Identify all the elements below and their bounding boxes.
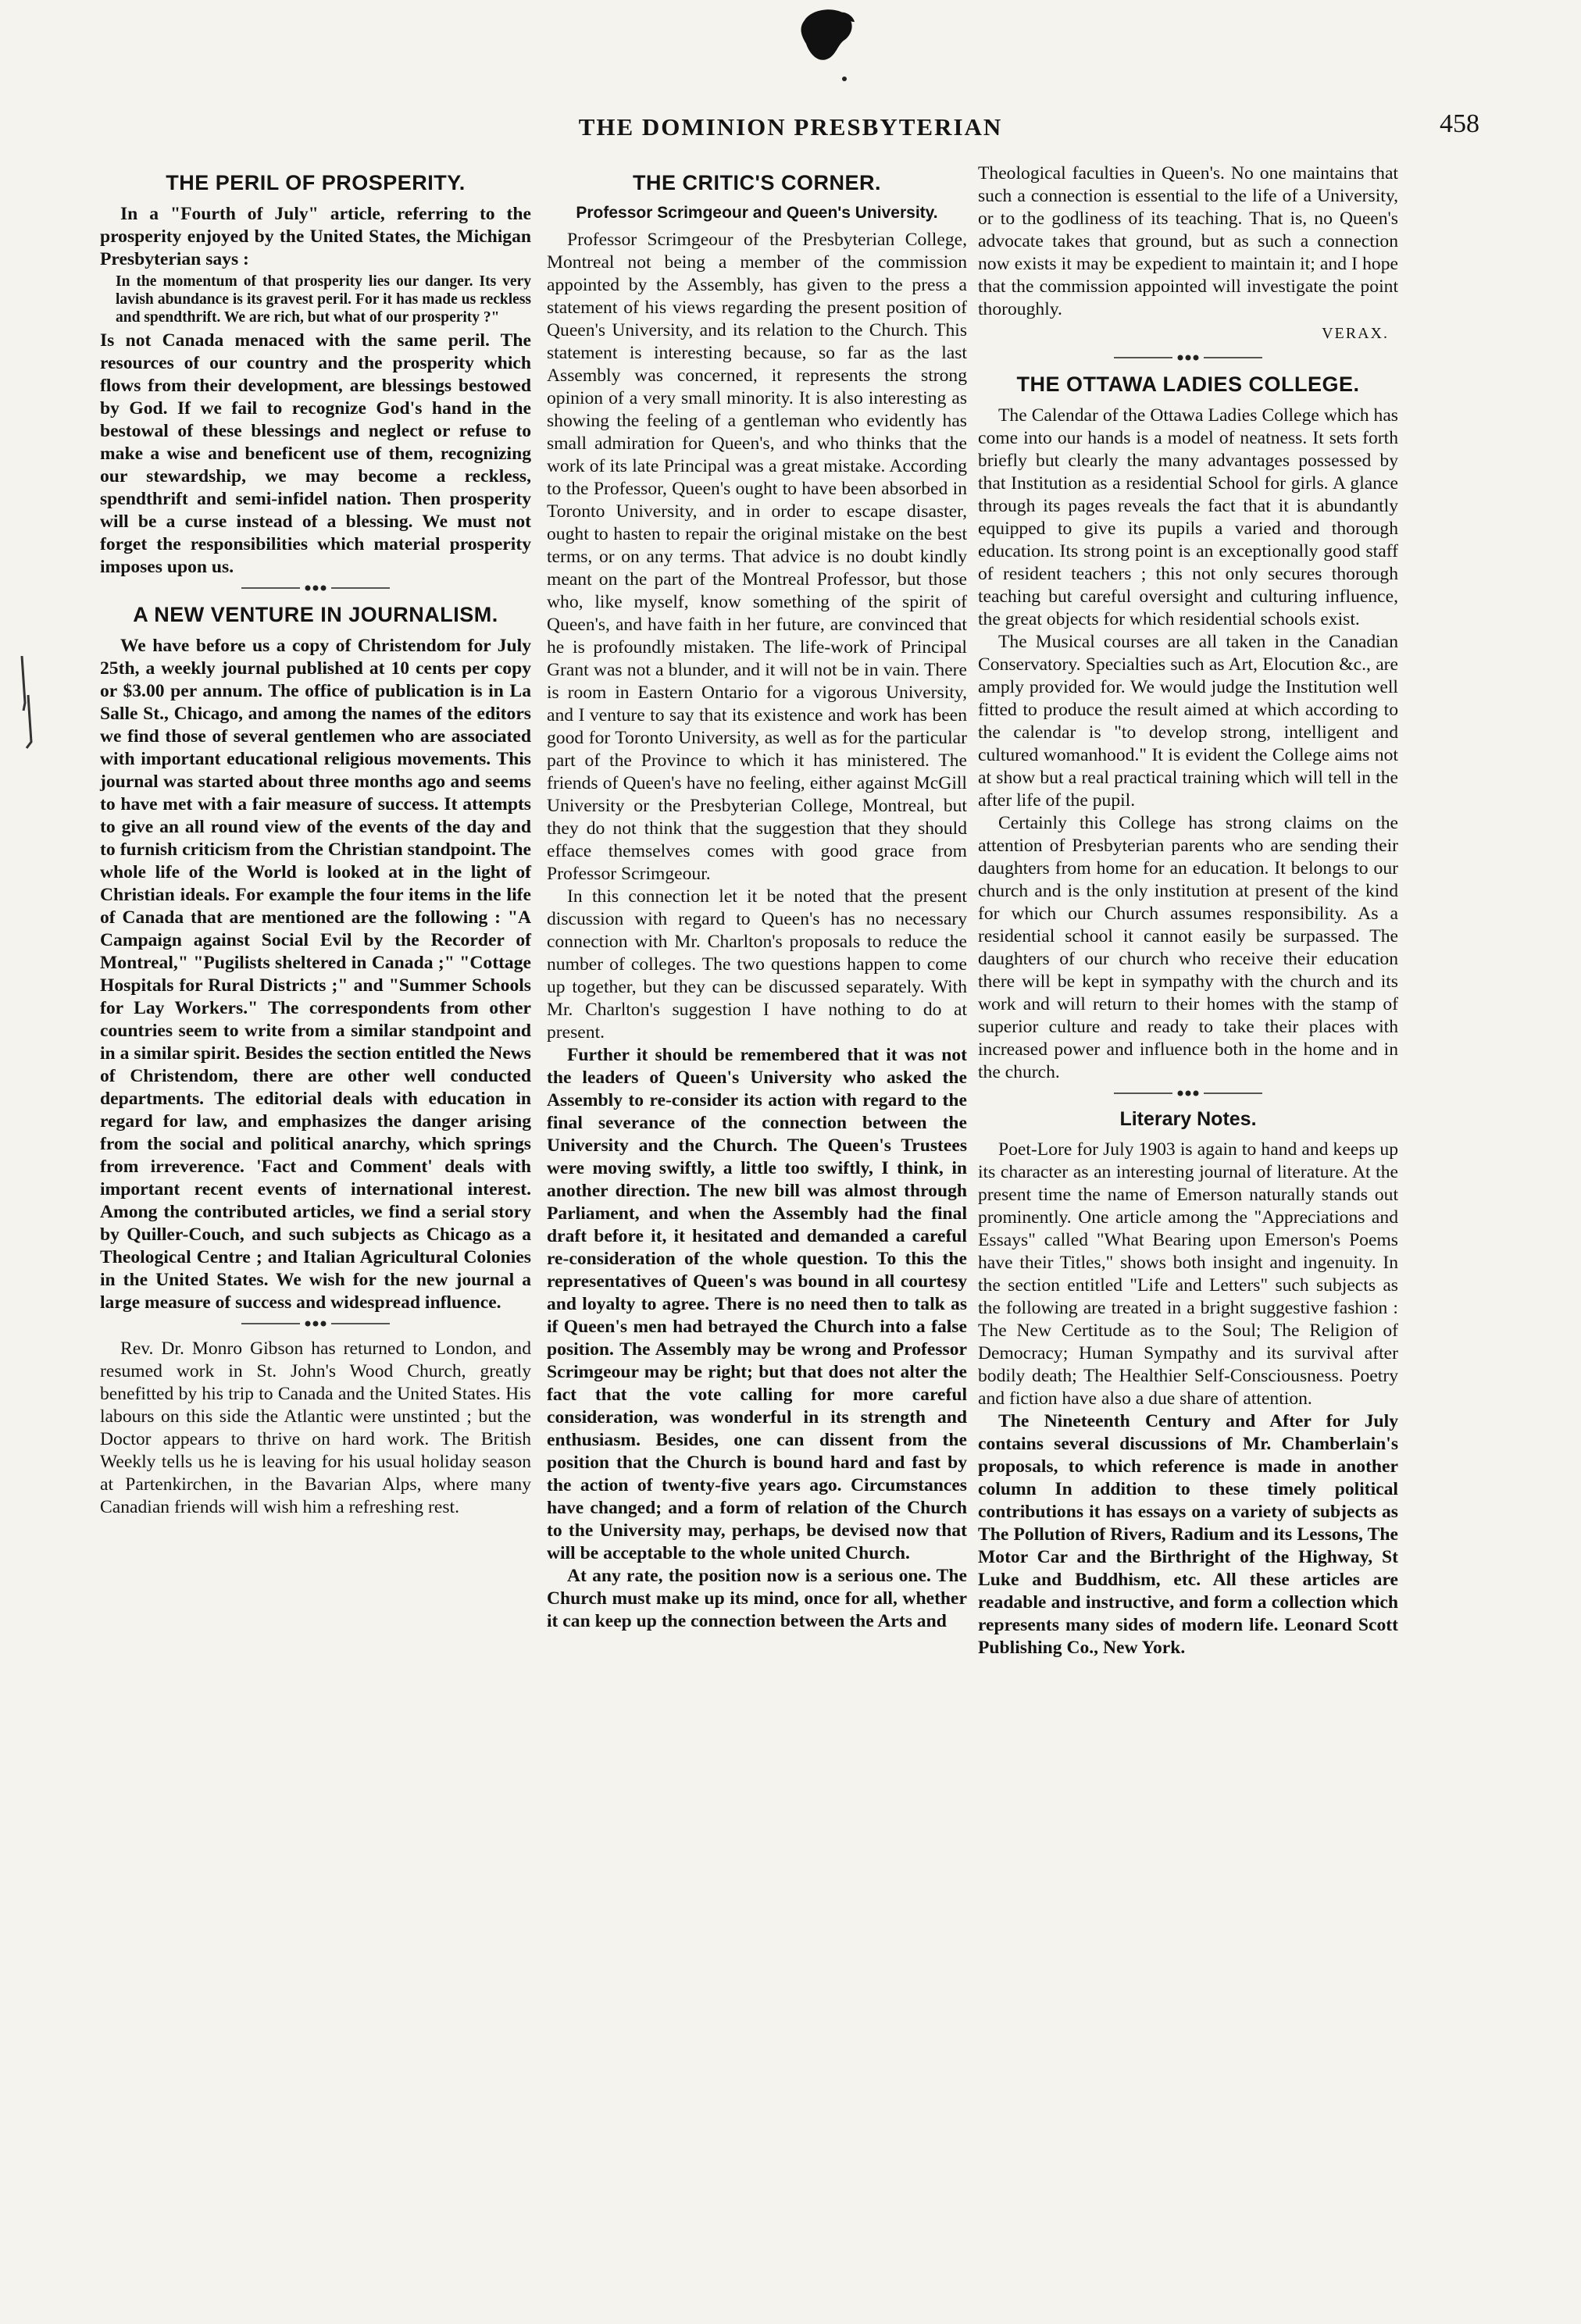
article-paragraph: The Calendar of the Ottawa Ladies College which has come into our hands is a model of neatness. It sets forth briefly but clearly the many advantages possessed by that Institution as a residential School for girls. A glance through its pages reveals the fact that it is abundantly equipped to give its pupils a varied and thorough education. Its strong point is an exceptionally good staff of resident teachers ; this not only secures thorough teaching but careful oversight and culturing influence, the great objects for which residential schools exist. xyxy=(978,405,1398,629)
ink-blot-icon xyxy=(789,5,859,66)
article-paragraph: In this connection let it be noted that the present discussion with regard to Queen's has no necessary connection with Mr. Charlton's proposals to reduce the number of colleges. The two questions happen to come up together, but they can be discussed separately. With Mr. Charlton's suggestion I have nothing to do at present. xyxy=(547,886,967,1043)
article-paragraph: Is not Canada menaced with the same peril. The resources of our country and the prosperity which flows from their development, are blessings bestowed by God. If we fail to recognize God's hand in the bestowal of these blessings and neglect or refuse to make a wise and beneficent use of them, recognizing our stewardship, we may become a reckless, spendthrift and semi-infidel nation. Then prosperity will be a curse instead of a blessing. We must not forget the responsibilities which material prosperity imposes upon us. xyxy=(100,330,531,577)
article-title: THE CRITIC'S CORNER. xyxy=(633,171,881,194)
article-paragraph: Certainly this College has strong claims on the attention of Presbyterian parents who are sending their daughters from home for an education. It belongs to our church and is the only institution at present of the kind for which our Church assumes responsibility. As a residential school it cannot easily be surpassed. The daughters of our church who receive their education there will be kept in sympathy with the church and its work and will return to their homes with the stamp of superior culture and ready to take their places with increased power and influence both in the home and in the church. xyxy=(978,813,1398,1082)
ornamental-divider xyxy=(1114,353,1262,362)
page-number: 458 xyxy=(1440,109,1479,138)
article-paragraph: Further it should be remembered that it was not the leaders of Queen's University who asked the Assembly to re-consider its action with regard to the final severance of the connection between the University and the Church. The Queen's Trustees were moving swiftly, a little too swiftly, I think, in another direction. The new bill was almost through Parliament, and when the Assembly had the final draft before it, it hesitated and demanded a careful re-consideration of the whole question. To this the representatives of Queen's was bound in all courtesy and loyalty to agree. There is no need then to talk as if Queen's men had betrayed the Church into a false position. The Assembly may be wrong and Professor Scrimgeour may be right; but that does not alter the fact that the vote calling for more careful consideration, was wonderful in its strength and enthusiasm. Besides, one can dissent from the position that the Church is bound hard and fast by the action of twenty-five years ago. Circumstances have changed; and a form of relation of the Church to the University may, perhaps, be devised now that will be acceptable to the whole united Church. xyxy=(547,1045,967,1563)
block-quote: In the momentum of that prosperity lies our danger. Its very lavish abundance is its gravest peril. For it has made us reckless and spendthrift. We are rich, but what of our prosperity ?" xyxy=(116,273,531,326)
column-left xyxy=(100,166,531,1519)
ornamental-divider xyxy=(241,1319,390,1328)
article-title: A NEW VENTURE IN JOURNALISM. xyxy=(133,603,498,626)
section-title: Literary Notes. xyxy=(1119,1108,1257,1130)
author-signature: VERAX. xyxy=(1322,325,1389,342)
ornamental-divider xyxy=(1114,1089,1262,1098)
article-paragraph: Theological faculties in Queen's. No one maintains that such a connection is essential to the life of a University, or to the godliness of its teaching. That is, no Queen's advocate takes that ground, but as such a connection now exists it may be expedient to maintain it; and I hope that the commission appointed will investigate the point thoroughly. xyxy=(978,163,1398,319)
article-paragraph: The Nineteenth Century and After for July contains several discussions of Mr. Chamberlain's proposals, to which reference is made in another column In addition to these timely political contributions it has essays on a variety of subjects as The Pollution of Rivers, Radium and its Lessons, The Motor Car and the Birthright of the Highway, St Luke and Buddhism, etc. All these articles are readable and instructive, and form a collection which represents many sides of modern life. Leonard Scott Publishing Co., New York. xyxy=(978,1411,1398,1658)
article-paragraph: Poet-Lore for July 1903 is again to hand and keeps up its character as an interesting journal of literature. At the present time the name of Emerson naturally stands out prominently. One article among the "Appreciations and Essays" called "What Bearing upon Emerson's Poems have their Titles," shows both insight and ingenuity. In the section entitled "Life and Letters" such subjects as the following are treated in a bright suggestive fashion : The New Certitude as to the Soul; The Religion of Democracy; Human Sympathy and its survival after bodily death; The Healthier Self-Consciousness. Poetry and fiction have also a due share of attention. xyxy=(978,1139,1398,1409)
article-title: THE PERIL OF PROSPERITY. xyxy=(166,171,466,194)
column-right xyxy=(978,162,1398,1659)
article-paragraph: Rev. Dr. Monro Gibson has returned to London, and resumed work in St. John's Wood Church, greatly benefitted by his trip to Canada and the United States. His labours on this side the Atlantic were unstinted ; but the Doctor appears to thrive on hard work. The British Weekly tells us he is leaving for his usual holiday season at Partenkirchen, in the Bavarian Alps, where many Canadian friends will wish him a refreshing rest. xyxy=(100,1338,531,1517)
article-subtitle: Professor Scrimgeour and Queen's University. xyxy=(576,204,938,222)
ink-speck xyxy=(842,77,847,81)
article-paragraph: In a "Fourth of July" article, referring to the prosperity enjoyed by the United States, the Michigan Presbyterian says : xyxy=(100,204,531,269)
article-title: THE OTTAWA LADIES COLLEGE. xyxy=(1016,372,1360,396)
ornamental-divider xyxy=(241,583,390,593)
running-head: THE DOMINION PRESBYTERIAN xyxy=(578,113,1003,141)
article-paragraph: The Musical courses are all taken in the Canadian Conservatory. Specialties such as Art, Elocution &c., are amply provided for. We would judge the Institution well fitted to produce the result aimed at which according to the calendar is "to develop strong, intelligent and cultured womanhood." It is evident the College aims not at show but a real practical training which will tell in the after life of the pupil. xyxy=(978,632,1398,811)
column-middle xyxy=(547,166,967,1633)
margin-pencil-mark xyxy=(17,656,41,750)
article-paragraph: Professor Scrimgeour of the Presbyterian College, Montreal not being a member of the commission appointed by the Assembly, has given to the press a statement of his views regarding the present position of Queen's University, and its relation to the Church. This statement is interesting because, so far as the last Assembly was concerned, it represents the strong opinion of a very small minority. It is also interesting as showing the feeling of a gentleman who evidently has small admiration for Queen's, and who thinks that the work of its late Principal was a great mistake. According to the Professor, Queen's ought to have been absorbed in Toronto University, and in order to escape disaster, ought to hasten to repair the original mistake on the best terms, or on any terms. That advice is no doubt kindly meant on the part of the Montreal Professor, but those who, like myself, know something of the spirit of Queen's, and have faith in her future, are convinced that he is profoundly mistaken. The life-work of Principal Grant was not a blunder, and it will not be in vain. There is room in Eastern Ontario for a vigorous University, and I venture to say that its existence and work has been good for Toronto University, as well as for the particular part of the Province to which it has ministered. The friends of Queen's have no feeling, either against McGill University or the Presbyterian College, Montreal, but they do not think that the suggestion that they should efface themselves comes with good grace from Professor Scrimgeour. xyxy=(547,230,967,884)
article-paragraph: We have before us a copy of Christendom for July 25th, a weekly journal published at 10 cents per copy or $3.00 per annum. The office of publication is in La Salle St., Chicago, and among the names of the editors we find those of several gentlemen who are associated with important educational religious movements. This journal was started about three months ago and seems to have met with a fair measure of success. It attempts to give an all round view of the events of the day and to furnish criticism from the Christian standpoint. The whole life of the World is looked at in the light of Christian ideals. For example the four items in the life of Canada that are mentioned are the following : "A Campaign against Social Evil by the Recorder of Montreal," "Pugilists sheltered in Canada ;" "Cottage Hospitals for Rural Districts ;" and "Summer Schools for Lay Workers." The correspondents from other countries seem to write from a similar standpoint and in a similar spirit. Besides the section entitled the News of Christendom, there are other well conducted departments. The editorial deals with education in regard for law, and emphasizes the danger arising from the social and political anarchy, which springs from irreverence. 'Fact and Comment' deals with important recent events of international interest. Among the contributed articles, we find a serial story by Quiller-Couch, and such subjects as Chicago as a Theological Centre ; and Italian Agricultural Colonies in the United States. We wish for the new journal a large measure of success and widespread influence. xyxy=(100,636,531,1313)
article-paragraph: At any rate, the position now is a serious one. The Church must make up its mind, once for all, whether it can keep up the connection between the Arts and xyxy=(547,1566,967,1631)
